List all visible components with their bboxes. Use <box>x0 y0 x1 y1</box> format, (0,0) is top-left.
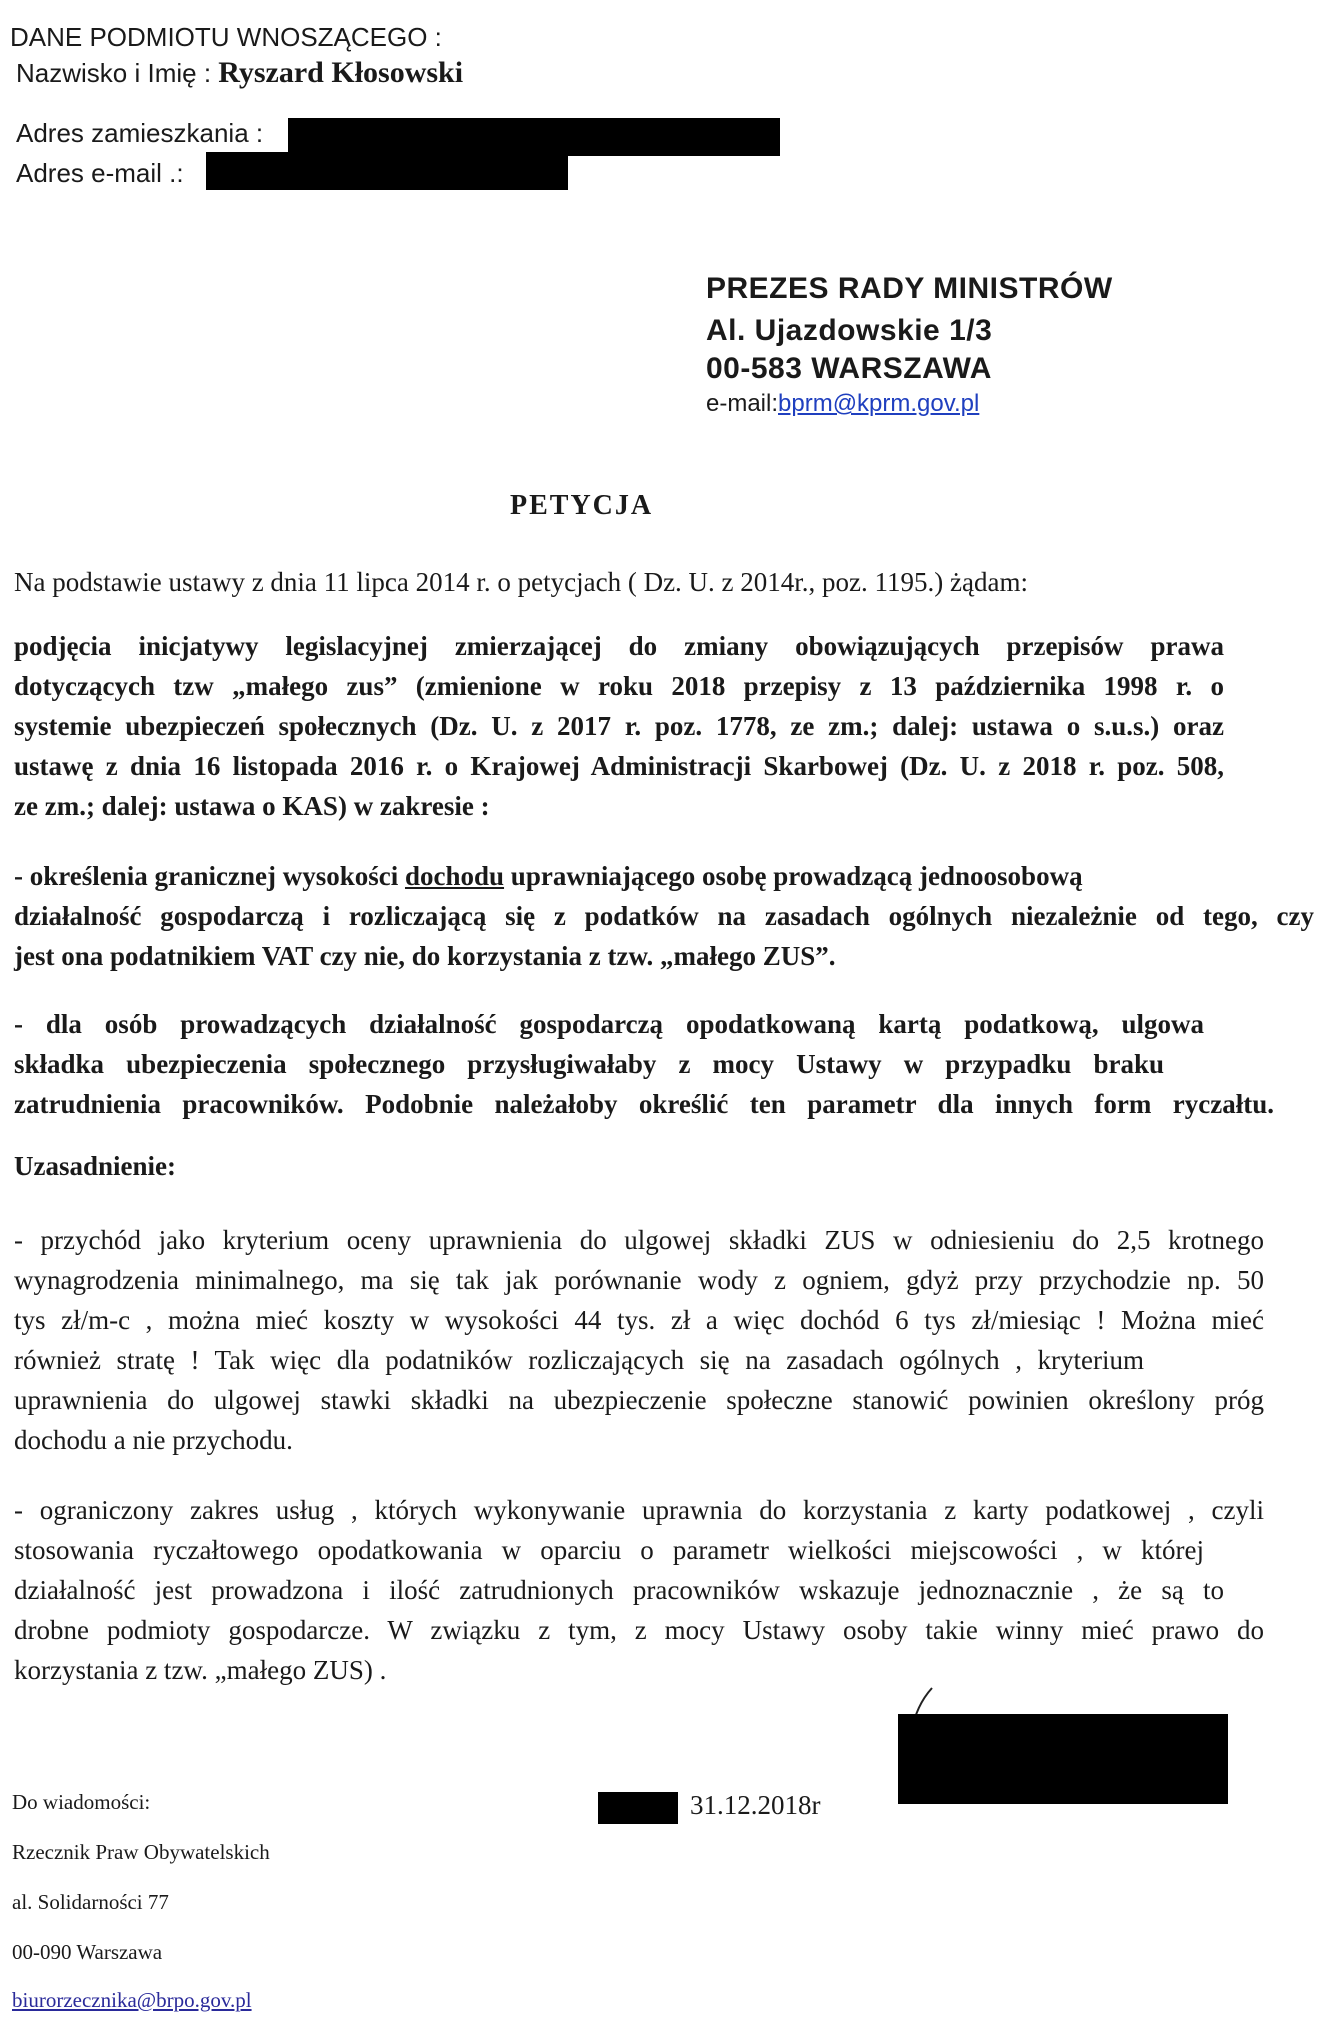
sender-name-label: Nazwisko i Imię : <box>16 58 219 88</box>
demand-paragraph <box>14 626 1224 826</box>
recipient-email-label: e-mail: <box>706 390 779 417</box>
point-1-underlined: dochodu <box>404 861 505 891</box>
cc-email-link[interactable]: biurorzecznika@brpo.gov.pl <box>12 1988 252 2012</box>
intro-text: Na podstawie ustawy z dnia 11 lipca 2014 r. o petycjach ( Dz. U. z 2014r., poz. 1195.) żądam: <box>14 567 1028 597</box>
point-1-rest: uprawniającego osobę prowadzącą jednoosobową <box>504 861 1083 891</box>
justification-2-line: działalność jest prowadzona i ilość zatrudnionych pracowników wskazuje jednoznacznie , że są to <box>14 1575 1224 1605</box>
redacted-place <box>598 1792 678 1824</box>
justification-1-line: również stratę ! Tak więc dla podatników rozliczających się na zasadach ogólnych , kryterium <box>14 1345 1144 1375</box>
cc-name: Rzecznik Praw Obywatelskich <box>12 1840 270 1864</box>
recipient-line3: 00-583 WARSZAWA <box>706 352 992 385</box>
point-2-line: składka ubezpieczenia społecznego przysługiwałaby z mocy Ustawy w przypadku braku <box>14 1049 1164 1079</box>
justification-2-line: drobne podmioty gospodarcze. W związku z tym, z mocy Ustawy osoby takie winny mieć prawo do <box>14 1615 1264 1645</box>
justification-1-line: uprawnienia do ulgowej stawki składki na ubezpieczenie społeczne stanowić powinien określony próg <box>14 1385 1264 1415</box>
justification-1-line: - przychód jako kryterium oceny uprawnienia do ulgowej składki ZUS w odniesieniu do 2,5 krotnego <box>14 1225 1264 1255</box>
redacted-email <box>206 152 568 190</box>
recipient-email-row <box>706 390 979 418</box>
recipient-line1: PREZES RADY MINISTRÓW <box>706 272 1113 305</box>
sender-email-label: Adres e-mail .: <box>16 158 184 188</box>
point-2-line: zatrudnienia pracowników. Podobnie należałoby określić ten parametr dla innych form ryczałtu. <box>14 1089 1274 1119</box>
recipient-email-link[interactable]: bprm@kprm.gov.pl <box>778 390 980 417</box>
point-1-line1 <box>14 856 1264 896</box>
demand-line: systemie ubezpieczeń społecznych (Dz. U. z 2017 r. poz. 1778, ze zm.; dalej: ustawa o s.u.s.) oraz <box>14 711 1224 741</box>
document-title: PETYCJA <box>510 490 654 521</box>
demand-line: dotyczących tzw „małego zus” (zmienione w roku 2018 przepisy z 13 października 1998 r. o <box>14 671 1224 701</box>
redacted-signature <box>898 1714 1228 1804</box>
justification-1 <box>14 1220 1264 1460</box>
cc-label: Do wiadomości: <box>12 1790 151 1814</box>
justification-1-line: dochodu a nie przychodu. <box>14 1425 293 1455</box>
justification-1-line: tys zł/m-c , można mieć koszty w wysokości 44 tys. zł a więc dochód 6 tys zł/miesiąc ! Można mieć <box>14 1305 1264 1335</box>
justification-2-line: - ograniczony zakres usług , których wykonywanie uprawnia do korzystania z karty podatkowej , czyli <box>14 1495 1264 1525</box>
point-1-line3: jest ona podatnikiem VAT czy nie, do korzystania z tzw. „małego ZUS”. <box>14 941 836 971</box>
justification-2-line: korzystania z tzw. „małego ZUS) . <box>14 1655 387 1685</box>
demand-line: ze zm.; dalej: ustawa o KAS) w zakresie : <box>14 791 490 821</box>
cc-city: 00-090 Warszawa <box>12 1940 163 1964</box>
recipient-line2: Al. Ujazdowskie 1/3 <box>706 314 993 347</box>
justification-heading: Uzasadnienie: <box>14 1151 176 1181</box>
point-2 <box>14 1004 1274 1124</box>
justification-2 <box>14 1490 1264 1690</box>
point-1-prefix: - określenia granicznej wysokości <box>14 861 405 891</box>
sender-name-value: Ryszard Kłosowski <box>218 56 464 89</box>
sender-address-label: Adres zamieszkania : <box>16 118 264 148</box>
redacted-address <box>288 118 780 156</box>
date: 31.12.2018r <box>690 1790 821 1820</box>
demand-line: podjęcia inicjatywy legislacyjnej zmierzającej do zmiany obowiązujących przepisów prawa <box>14 631 1224 661</box>
point-2-line: - dla osób prowadzących działalność gospodarczą opodatkowaną kartą podatkową, ulgowa <box>14 1009 1204 1039</box>
justification-2-line: stosowania ryczałtowego opodatkowania w oparciu o parametr wielkości miejscowości , w której <box>14 1535 1204 1565</box>
point-1-line2: działalność gospodarczą i rozliczającą się z podatków na zasadach ogólnych niezależnie od tego, czy <box>14 901 1314 931</box>
cc-street: al. Solidarności 77 <box>12 1890 169 1914</box>
sender-name-row <box>16 56 463 90</box>
justification-1-line: wynagrodzenia minimalnego, ma się tak jak porównanie wody z ogniem, gdyż przy przychodzie np. 50 <box>14 1265 1264 1295</box>
demand-line: ustawę z dnia 16 listopada 2016 r. o Krajowej Administracji Skarbowej (Dz. U. z 2018 r. poz. 508, <box>14 751 1224 781</box>
sender-header: DANE PODMIOTU WNOSZĄCEGO : <box>10 22 442 52</box>
point-1 <box>14 856 1314 976</box>
